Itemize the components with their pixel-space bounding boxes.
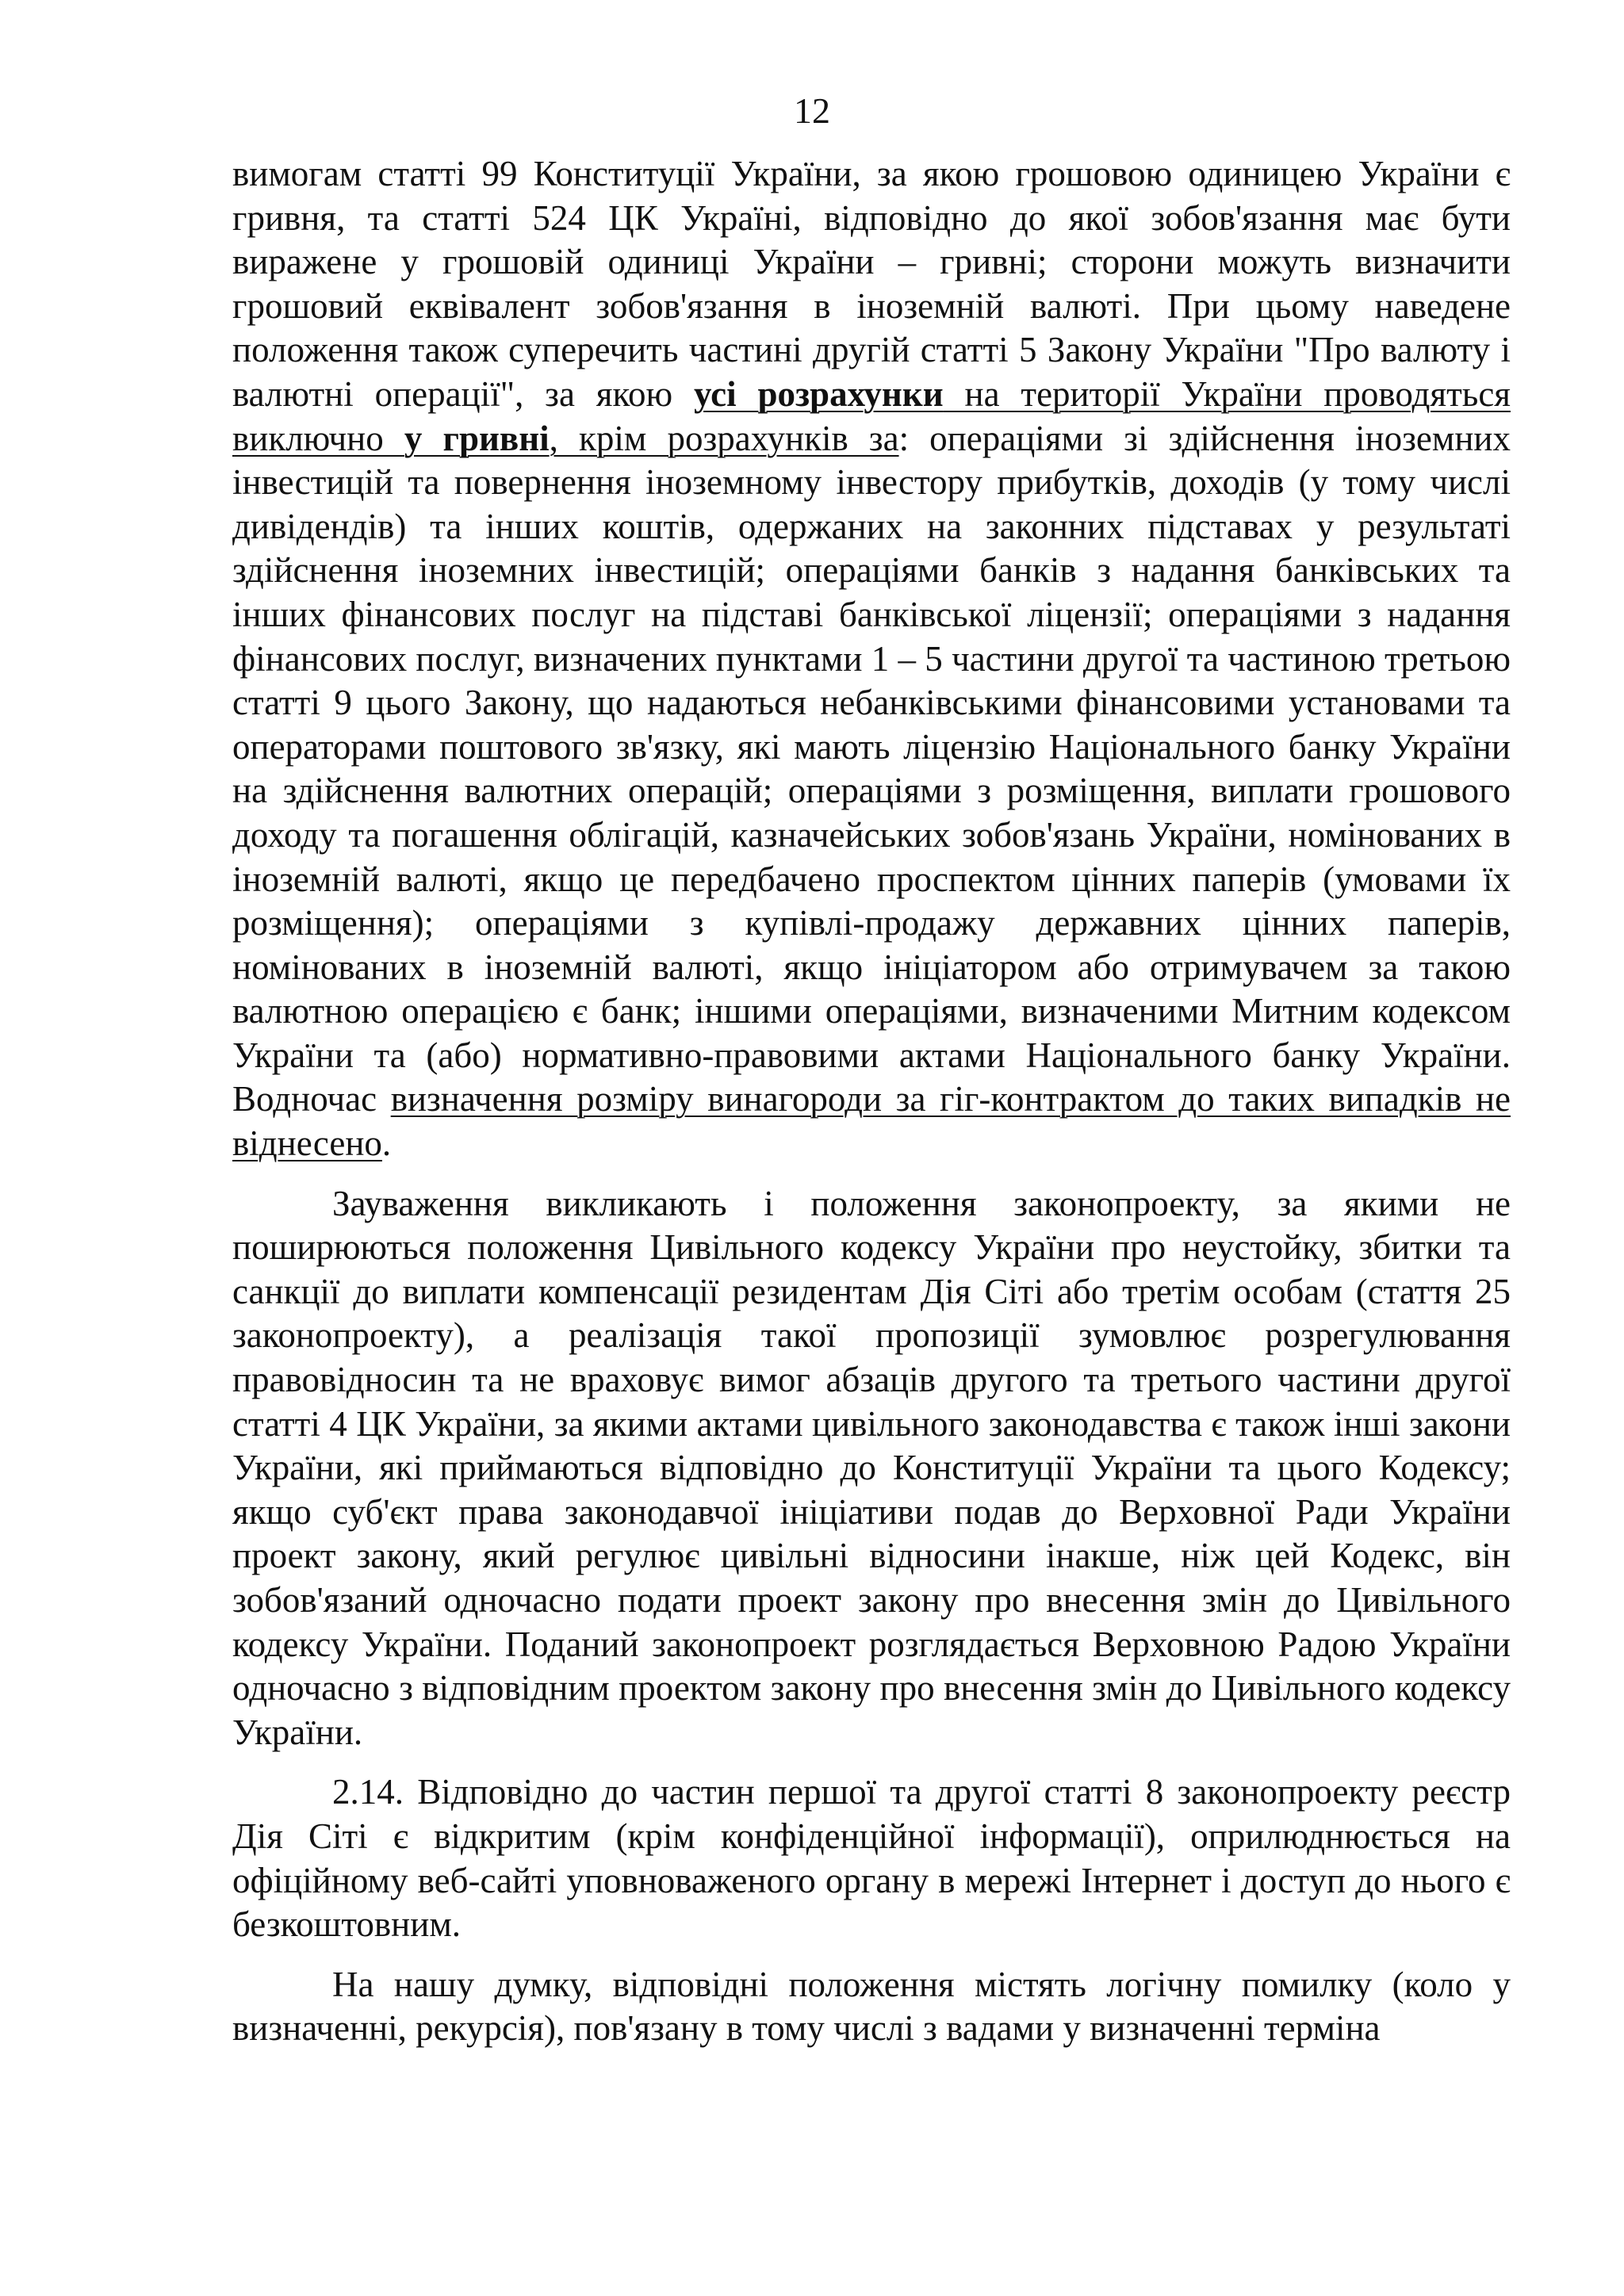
underlined-text: , крім розрахунків за: [549, 418, 899, 458]
underlined-clause: визначення розміру винагороди за гіг-контрактом до таких випадків не віднесено: [232, 1079, 1511, 1164]
paragraph-text: .: [381, 1123, 392, 1164]
paragraph-currency-requirements: [232, 152, 1511, 1166]
underlined-text: на території України проводяться виключно: [232, 373, 1511, 458]
paragraph-text: : операціями зі здійснення іноземних інвестицій та повернення іноземному інвестору прибутків, доходів (у тому числі дивідендів) та інших коштів, одержаних на законних підставах у результаті здійснення іноземних інвестицій; операціями банків з надання банківських та інших фінансових послуг на підставі банківської ліцензії; операціями з надання фінансових послуг, визначених пунктами 1 – 5 частини другої та частиною третьою статті 9 цього Закону, що надаються небанківськими фінансовими установами та операторами поштового зв'язку, які мають ліцензію Національного банку України на здійснення валютних операцій; операціями з розміщення, виплати грошового доходу та погашення облігацій, казначейських зобов'язань України, номінованих в іноземній валюті, якщо це передбачено проспектом цінних паперів (умовами їх розміщення); операціями з купівлі-продажу державних цінних паперів, номінованих в іноземній валюті, якщо ініціатором або отримувачем за такою валютною операцією є банк; іншими операціями, визначеними Митним кодексом України та (або) нормативно-правовими актами Національного банку України. Водночас: [232, 418, 1511, 1119]
paragraph-text: вимогам статті 99 Конституції України, за якою грошовою одиницею України є гривня, та статті 524 ЦК Україні, відповідно до якої зобов'язання має бути виражене у грошовій одиниці України – гривні; сторони можуть визначити грошовий еквівалент зобов'язання в іноземній валюті. При цьому наведене положення також суперечить частині другій статті 5 Закону України "Про валюту і валютні операції", за якою: [232, 154, 1511, 414]
bold-emphasis: у гривні: [404, 418, 550, 458]
bold-emphasis: усі розрахунки: [694, 373, 944, 414]
page-number: 12: [794, 90, 830, 131]
paragraph-civil-code-remarks: Зауваження викликають і положення законопроекту, за якими не поширюються положення Цивільного кодексу України про неустойку, збитки та санкції до виплати компенсації резидентам Дія Сіті або третім особам (стаття 25 законопроекту), а реалізація такої пропозиції зумовлює розрегулювання правовідносин та не враховує вимог абзаців другого та третього частини другої статті 4 ЦК України, за якими актами цивільного законодавства є також інші закони України, які приймаються відповідно до Конституції України та цього Кодексу; якщо суб'єкт права законодавчої ініціативи подав до Верховної Ради України проект закону, який регулює цивільні відносини інакше, ніж цей Кодекс, він зобов'язаний одночасно подати проект закону про внесення змін до Цивільного кодексу України. Поданий законопроект розглядається Верховною Радою України одночасно з відповідним проектом закону про внесення змін до Цивільного кодексу України.: [232, 1183, 1511, 1752]
paragraph-logical-error: На нашу думку, відповідні положення містять логічну помилку (коло у визначенні, рекурсія), пов'язану в тому числі з вадами у визначенні терміна: [232, 1964, 1511, 2049]
paragraph-section-2-14: 2.14. Відповідно до частин першої та другої статті 8 законопроекту реєстр Дія Сіті є відкритим (крім конфіденційної інформації), оприлюднюється на офіційному веб-сайті уповноваженого органу в мережі Інтернет і доступ до нього є безкоштовним.: [232, 1772, 1511, 1945]
document-body: [232, 152, 1511, 2051]
